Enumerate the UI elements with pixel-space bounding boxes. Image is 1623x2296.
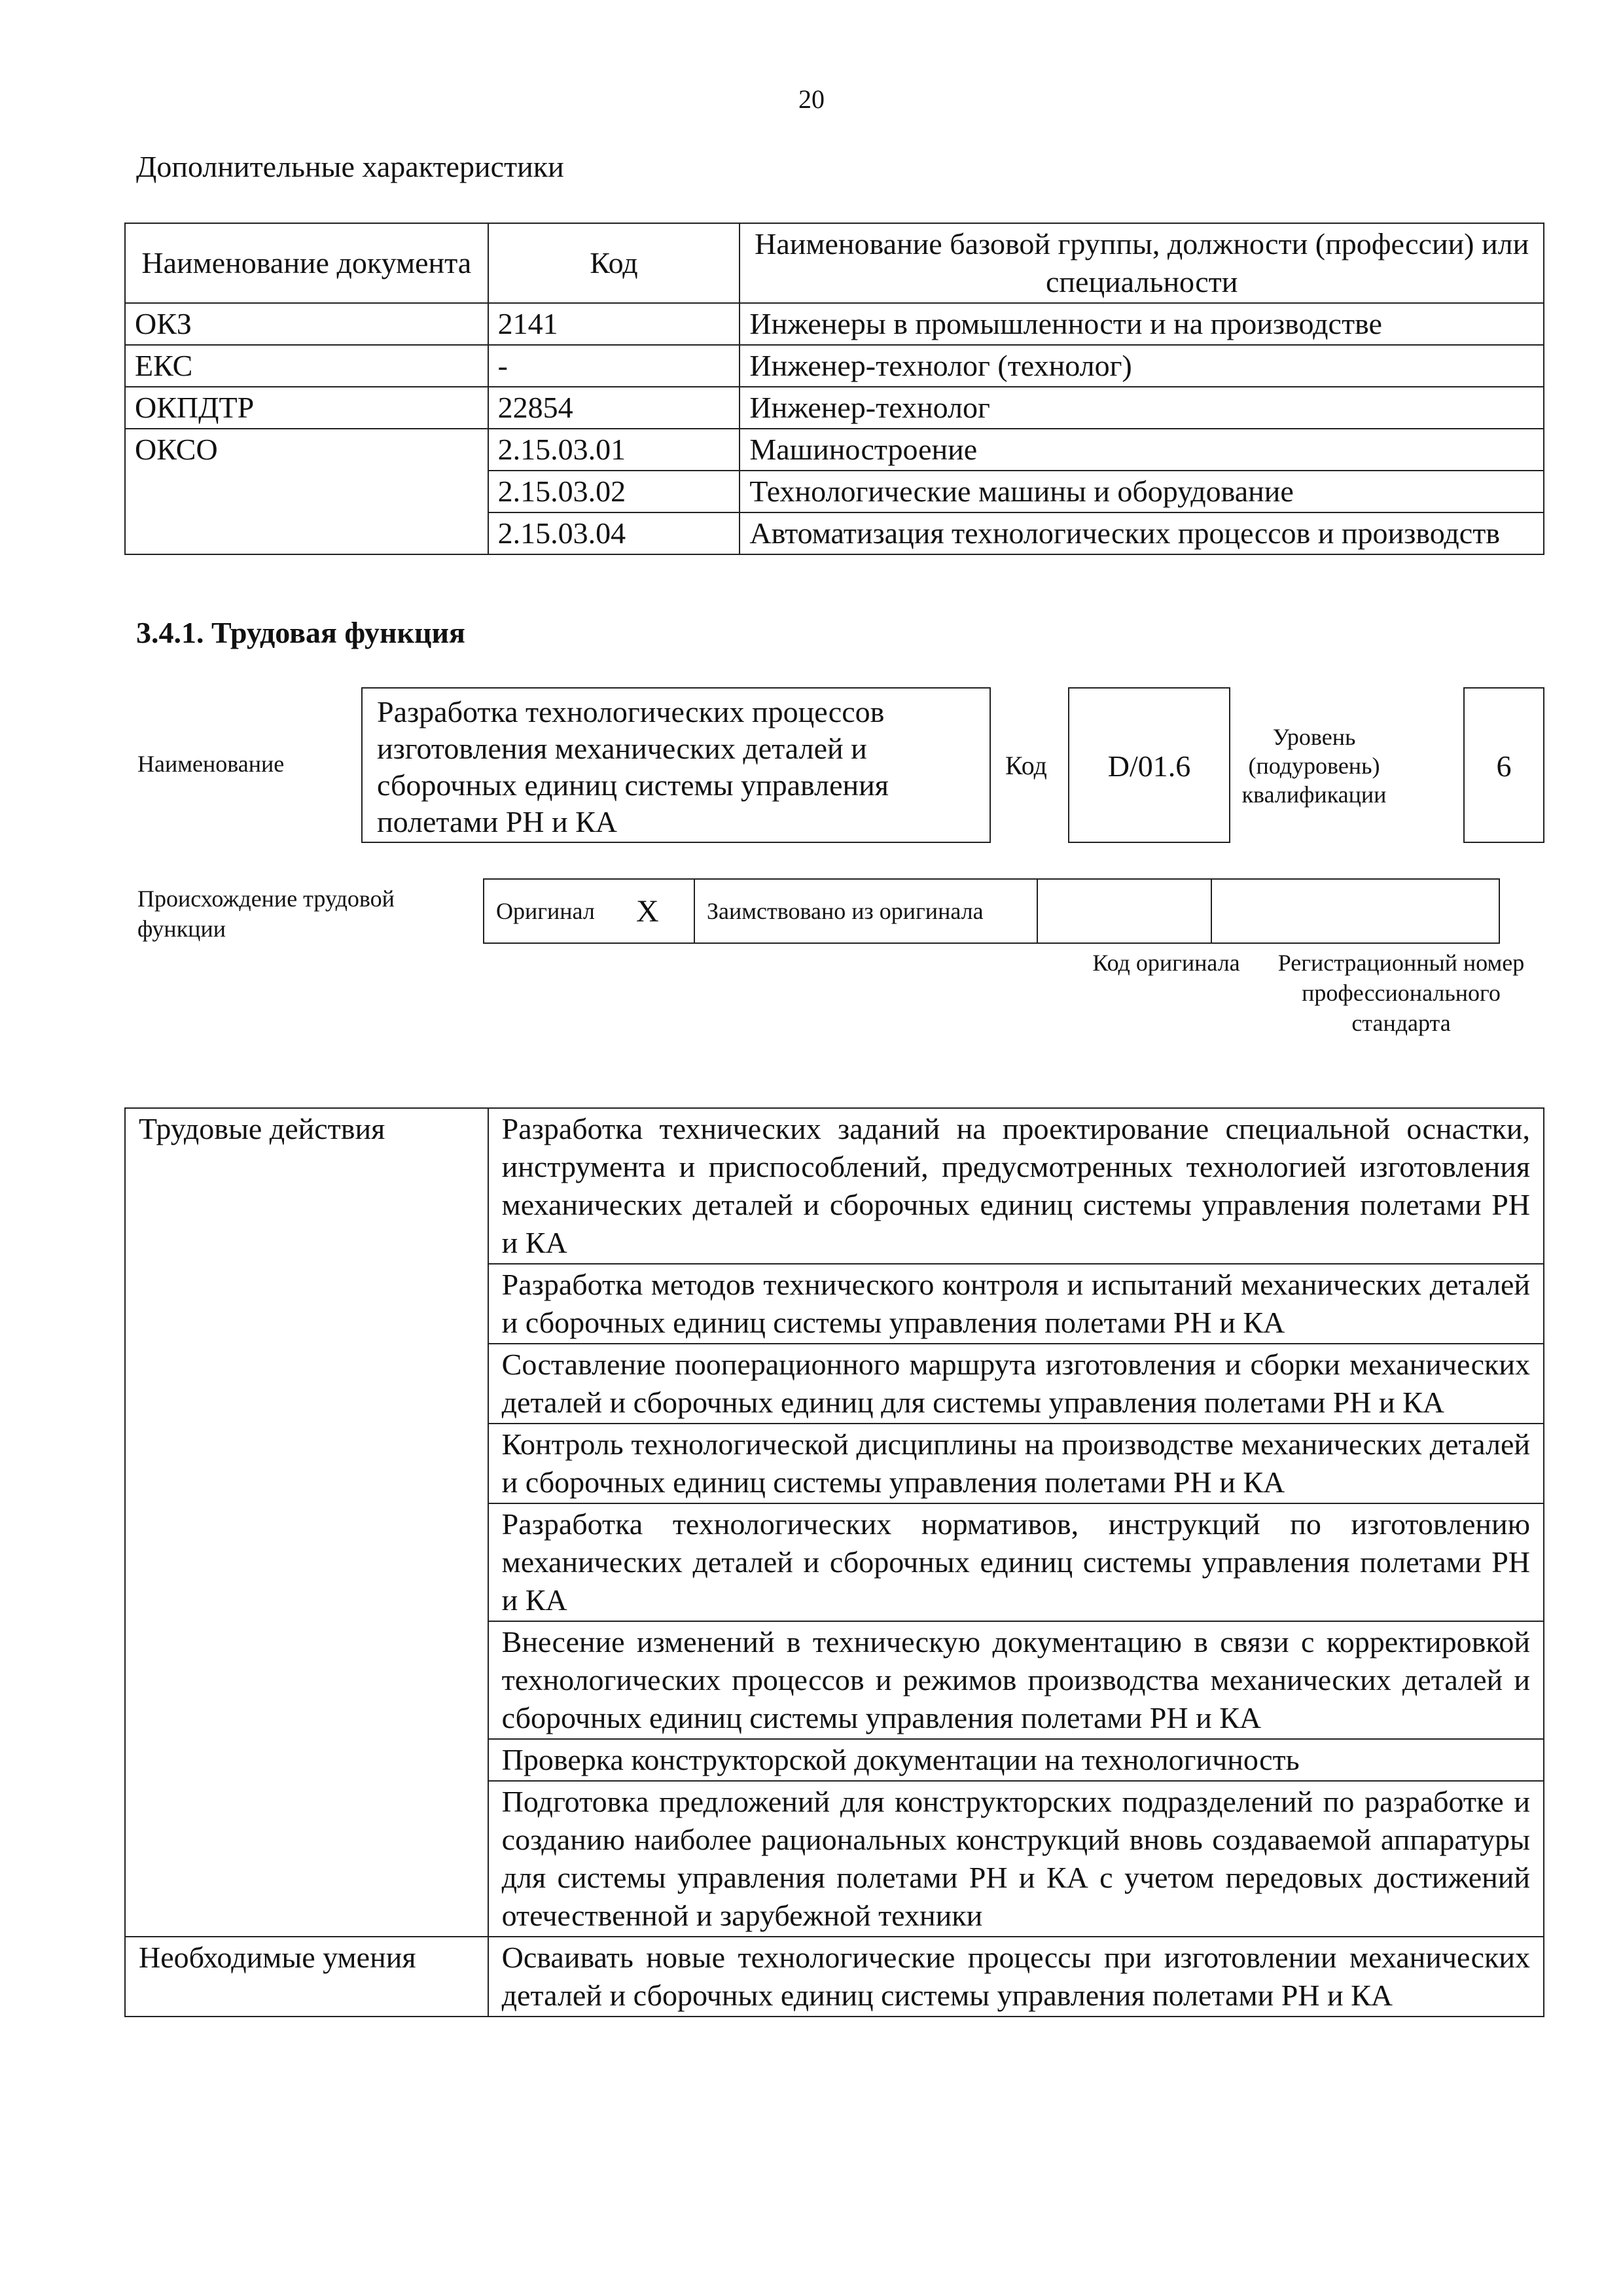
actions-label: Трудовые действия xyxy=(125,1108,488,1937)
action-item: Контроль технологической дисциплины на производстве механических деталей и сборочных единиц системы управления полетами РН и КА xyxy=(488,1424,1544,1503)
cell-code: - xyxy=(488,345,740,387)
qualification-level-label: Уровень (подуровень) квалификации xyxy=(1241,724,1387,808)
function-heading: 3.4.1. Трудовая функция xyxy=(136,616,465,649)
reg-number-label: Регистрационный номер профессионального стандарта xyxy=(1277,950,1525,1036)
table-row xyxy=(125,303,1544,345)
table-row xyxy=(125,1937,1544,2017)
cell-doc: ОКЗ xyxy=(125,303,488,345)
skills-label: Необходимые умения xyxy=(125,1937,488,2017)
cell-code: 2.15.03.04 xyxy=(488,512,740,554)
reg-number-cell xyxy=(1211,879,1499,943)
cell-name: Инженеры в промышленности и на производстве xyxy=(740,303,1544,345)
cell-name: Автоматизация технологических процессов и производств xyxy=(740,512,1544,554)
cell-name: Инженер-технолог (технолог) xyxy=(740,345,1544,387)
header-name: Наименование базовой группы, должности (профессии) или специальности xyxy=(740,223,1544,303)
cell-code: 2.15.03.02 xyxy=(488,471,740,512)
additional-characteristics-table xyxy=(124,223,1544,555)
skill-item: Осваивать новые технологические процессы при изготовлении механических деталей и сборочных единиц системы управления полетами РН и КА xyxy=(488,1937,1544,2017)
cell-code: 22854 xyxy=(488,387,740,429)
function-code-box: D/01.6 xyxy=(1068,687,1230,843)
table-header-row xyxy=(125,223,1544,303)
action-item: Проверка конструкторской документации на технологичность xyxy=(488,1739,1544,1781)
action-item: Разработка методов технического контроля и испытаний механических деталей и сборочных единиц системы управления полетами РН и КА xyxy=(488,1264,1544,1344)
function-name-label: Наименование xyxy=(137,751,285,777)
cell-name: Машиностроение xyxy=(740,429,1544,471)
original-mark: X xyxy=(624,879,694,943)
function-code-label: Код xyxy=(1005,751,1047,780)
table-row xyxy=(125,345,1544,387)
origin-label: Происхождение трудовой функции xyxy=(137,886,395,942)
page-number: 20 xyxy=(798,84,825,114)
cell-name: Технологические машины и оборудование xyxy=(740,471,1544,512)
borrowed-label: Заимствовано из оригинала xyxy=(694,879,1037,943)
original-label: Оригинал xyxy=(484,879,624,943)
cell-name: Инженер-технолог xyxy=(740,387,1544,429)
action-item: Составление пооперационного маршрута изготовления и сборки механических деталей и сборочных единиц для системы управления полетами РН и КА xyxy=(488,1344,1544,1424)
section-title: Дополнительные характеристики xyxy=(136,150,564,183)
original-code-cell xyxy=(1037,879,1211,943)
function-details-table xyxy=(124,1107,1544,2017)
cell-code: 2.15.03.01 xyxy=(488,429,740,471)
cell-doc: ЕКС xyxy=(125,345,488,387)
table-row xyxy=(125,387,1544,429)
table-row xyxy=(125,1108,1544,1264)
origin-table xyxy=(483,878,1500,944)
cell-doc: ОКСО xyxy=(125,429,488,554)
action-item: Разработка технических заданий на проектирование специальной оснастки, инструмента и приспособлений, предусмотренных технологией изготовления механических деталей и сборочных единиц системы управления полетами РН и КА xyxy=(488,1108,1544,1264)
function-name-box: Разработка технологических процессов изготовления механических деталей и сборочных единиц системы управления полетами РН и КА xyxy=(361,687,991,843)
cell-code: 2141 xyxy=(488,303,740,345)
action-item: Разработка технологических нормативов, инструкций по изготовлению механических деталей и сборочных единиц системы управления полетами РН и КА xyxy=(488,1503,1544,1621)
code-original-label: Код оригинала xyxy=(1092,950,1240,976)
header-code: Код xyxy=(488,223,740,303)
cell-doc: ОКПДТР xyxy=(125,387,488,429)
qualification-level-box: 6 xyxy=(1463,687,1544,843)
action-item: Внесение изменений в техническую документацию в связи с корректировкой технологических процессов и режимов производства механических деталей и сборочных единиц системы управления полетами РН и КА xyxy=(488,1621,1544,1739)
header-doc: Наименование документа xyxy=(125,223,488,303)
table-row xyxy=(125,429,1544,471)
action-item: Подготовка предложений для конструкторских подразделений по разработке и созданию наиболее рациональных конструкций вновь создаваемой аппаратуры для системы управления полетами РН и КА с учетом передовых достижений отечественной и зарубежной техники xyxy=(488,1781,1544,1937)
